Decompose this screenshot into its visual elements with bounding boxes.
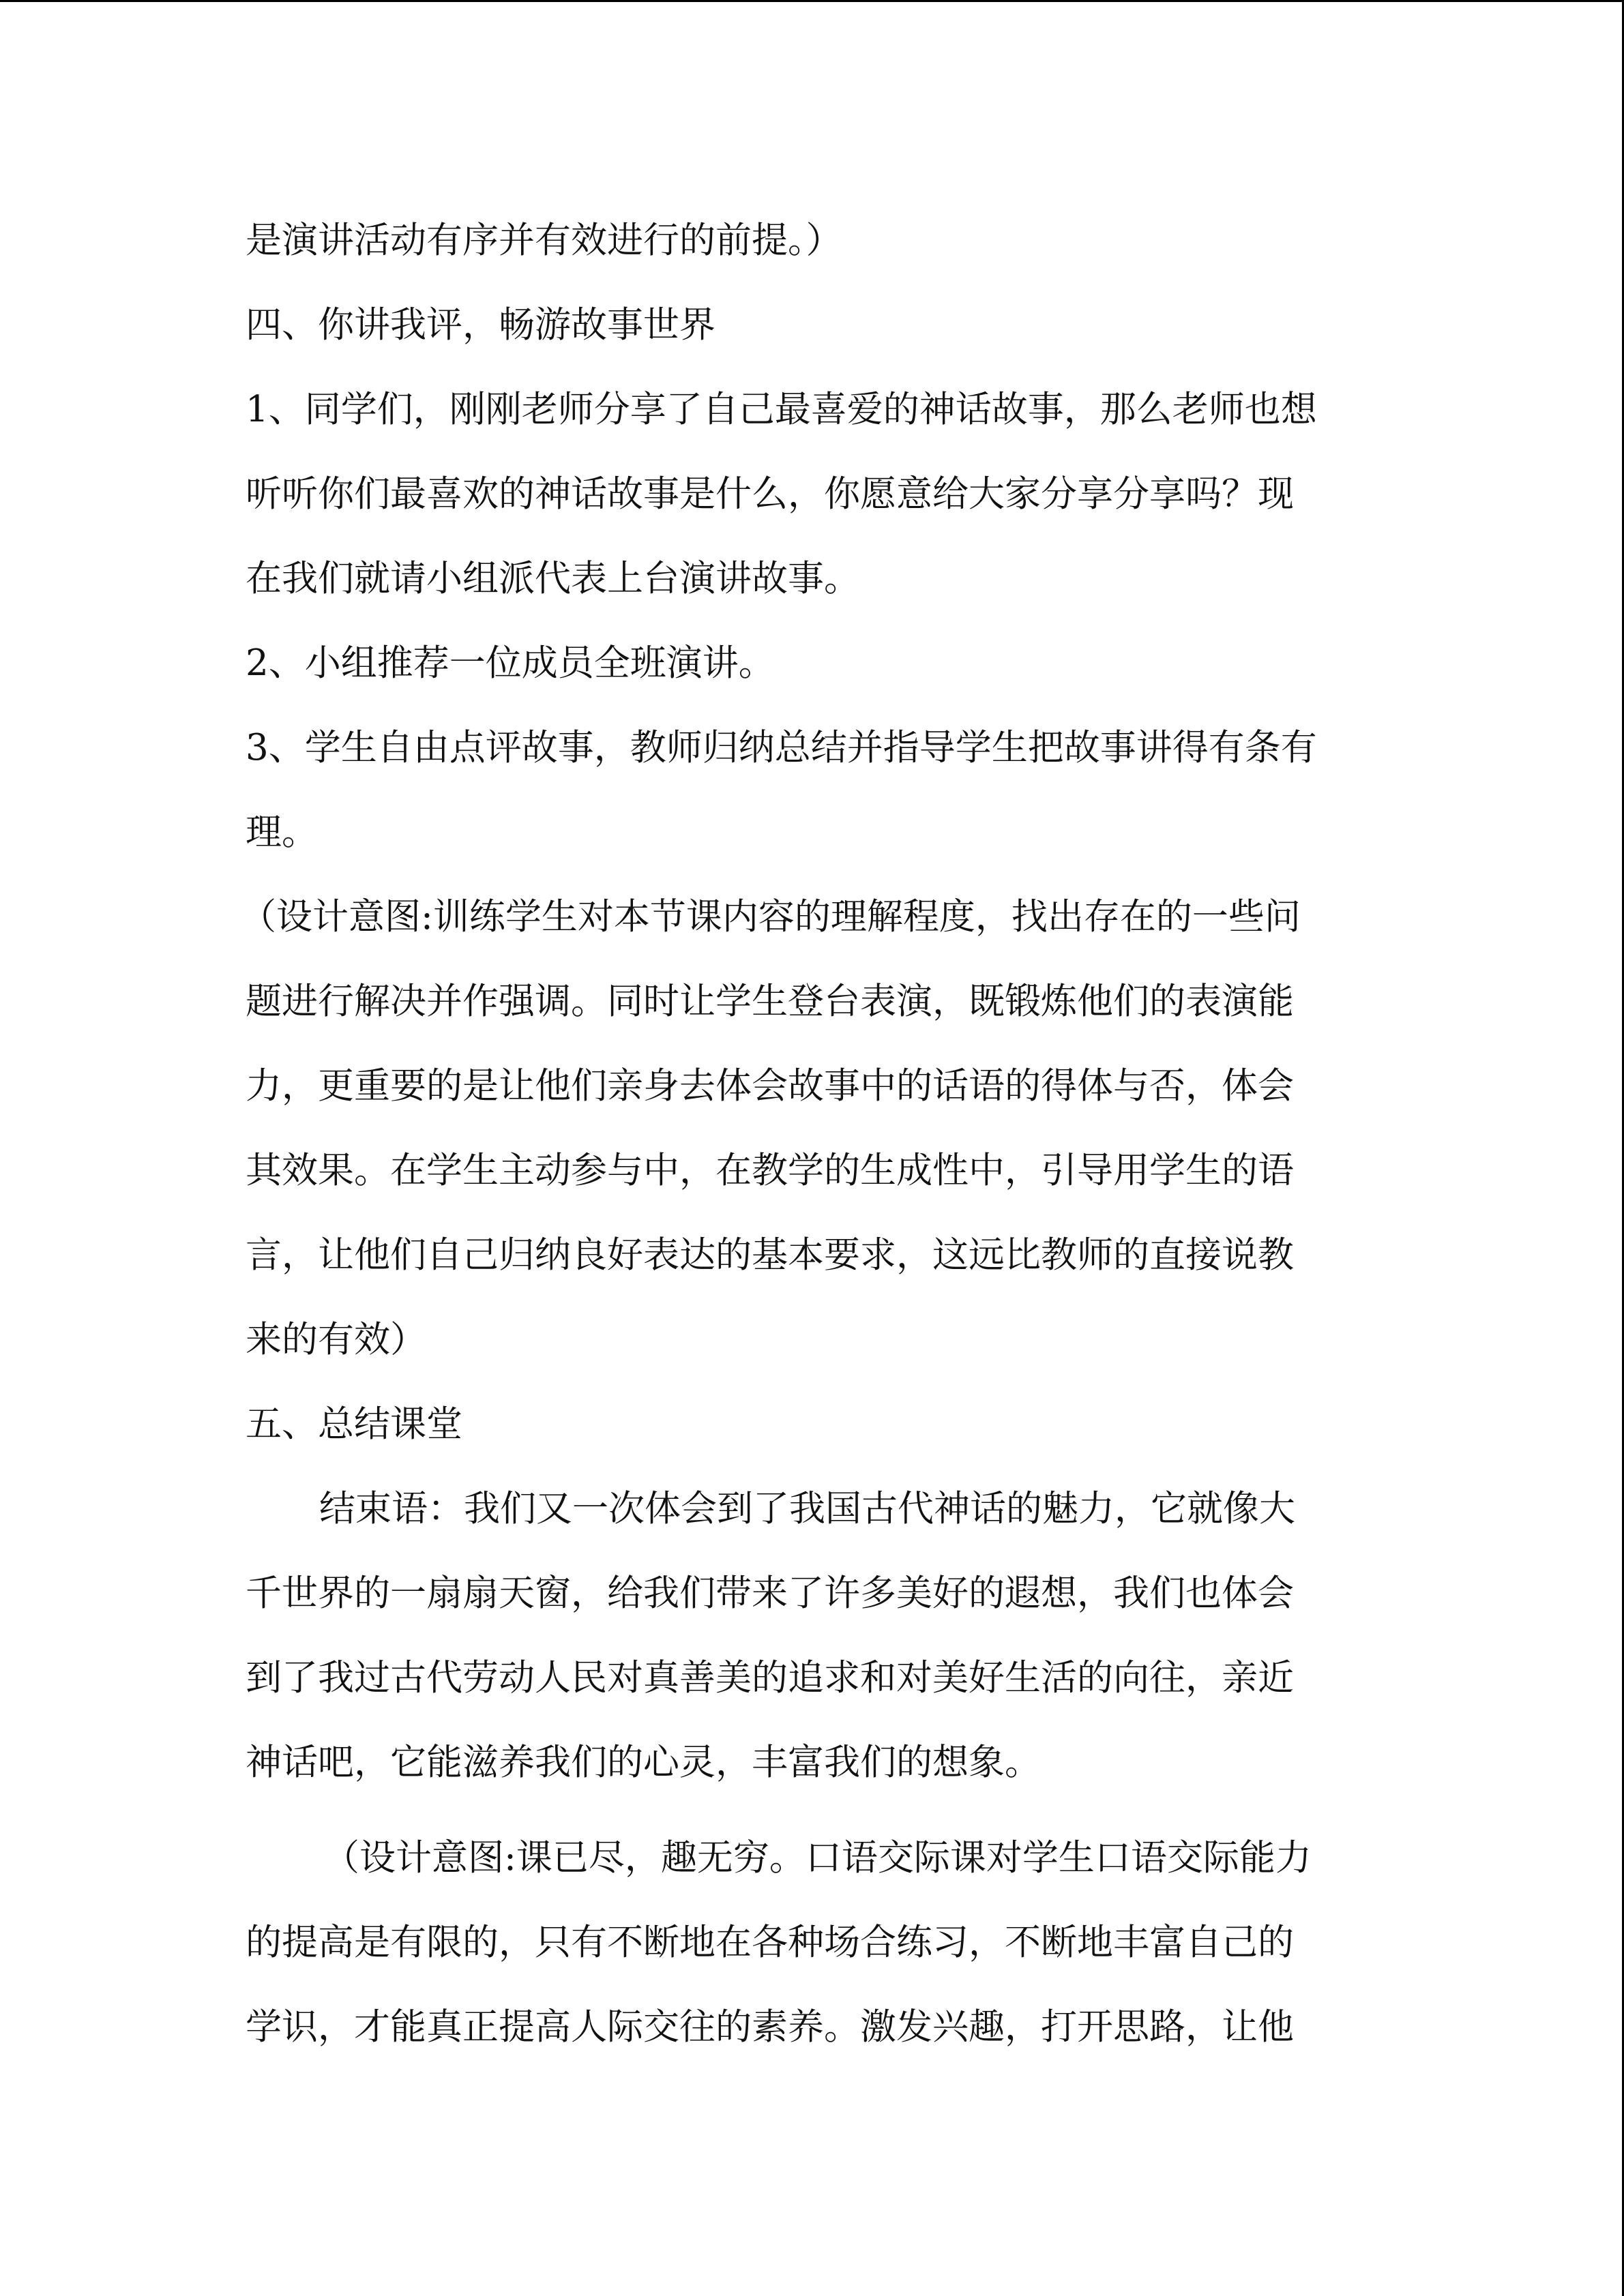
text-line: 理。 — [246, 811, 318, 853]
section-heading: 五、总结课堂 — [246, 1403, 462, 1445]
text-line: 题进行解决并作强调。同时让学生登台表演，既锻炼他们的表演能 — [246, 981, 1294, 1022]
text-line: 来的有效） — [246, 1319, 426, 1360]
text-line: 神话吧，它能滋养我们的心灵，丰富我们的想象。 — [246, 1742, 1041, 1783]
text-line: 在我们就请小组派代表上台演讲故事。 — [246, 558, 860, 599]
text-line: 2、小组推荐一位成员全班演讲。 — [246, 642, 775, 684]
text-line: 听听你们最喜欢的神话故事是什么，你愿意给大家分享分享吗？现 — [246, 473, 1294, 515]
section-heading: 四、你讲我评，畅游故事世界 — [246, 304, 715, 346]
text-line: 学识，才能真正提高人际交往的素养。激发兴趣，打开思路，让他 — [246, 2006, 1294, 2048]
text-line: 3、学生自由点评故事，教师归纳总结并指导学生把故事讲得有条有 — [246, 727, 1317, 769]
text-line: 千世界的一扇扇天窗，给我们带来了许多美好的遐想，我们也体会 — [246, 1572, 1294, 1614]
text-line: 力，更重要的是让他们亲身去体会故事中的话语的得体与否，体会 — [246, 1065, 1294, 1107]
text-line: （设计意图:训练学生对本节课内容的理解程度，找出存在的一些问 — [240, 896, 1301, 938]
text-line: （设计意图:课已尽，趣无穷。口语交际课对学生口语交际能力 — [323, 1837, 1312, 1879]
text-line: 的提高是有限的，只有不断地在各种场合练习，不断地丰富自己的 — [246, 1922, 1294, 1963]
text-line: 结束语：我们又一次体会到了我国古代神话的魅力，它就像大 — [319, 1488, 1295, 1530]
text-line: 1、同学们，刚刚老师分享了自己最喜爱的神话故事，那么老师也想 — [246, 389, 1317, 430]
text-line: 到了我过古代劳动人民对真善美的追求和对美好生活的向往，亲近 — [246, 1657, 1294, 1699]
text-line: 是演讲活动有序并有效进行的前提。） — [246, 220, 842, 261]
text-line: 言，让他们自己归纳良好表达的基本要求，这远比教师的直接说教 — [246, 1234, 1294, 1276]
text-line: 其效果。在学生主动参与中，在教学的生成性中，引导用学生的语 — [246, 1150, 1294, 1191]
